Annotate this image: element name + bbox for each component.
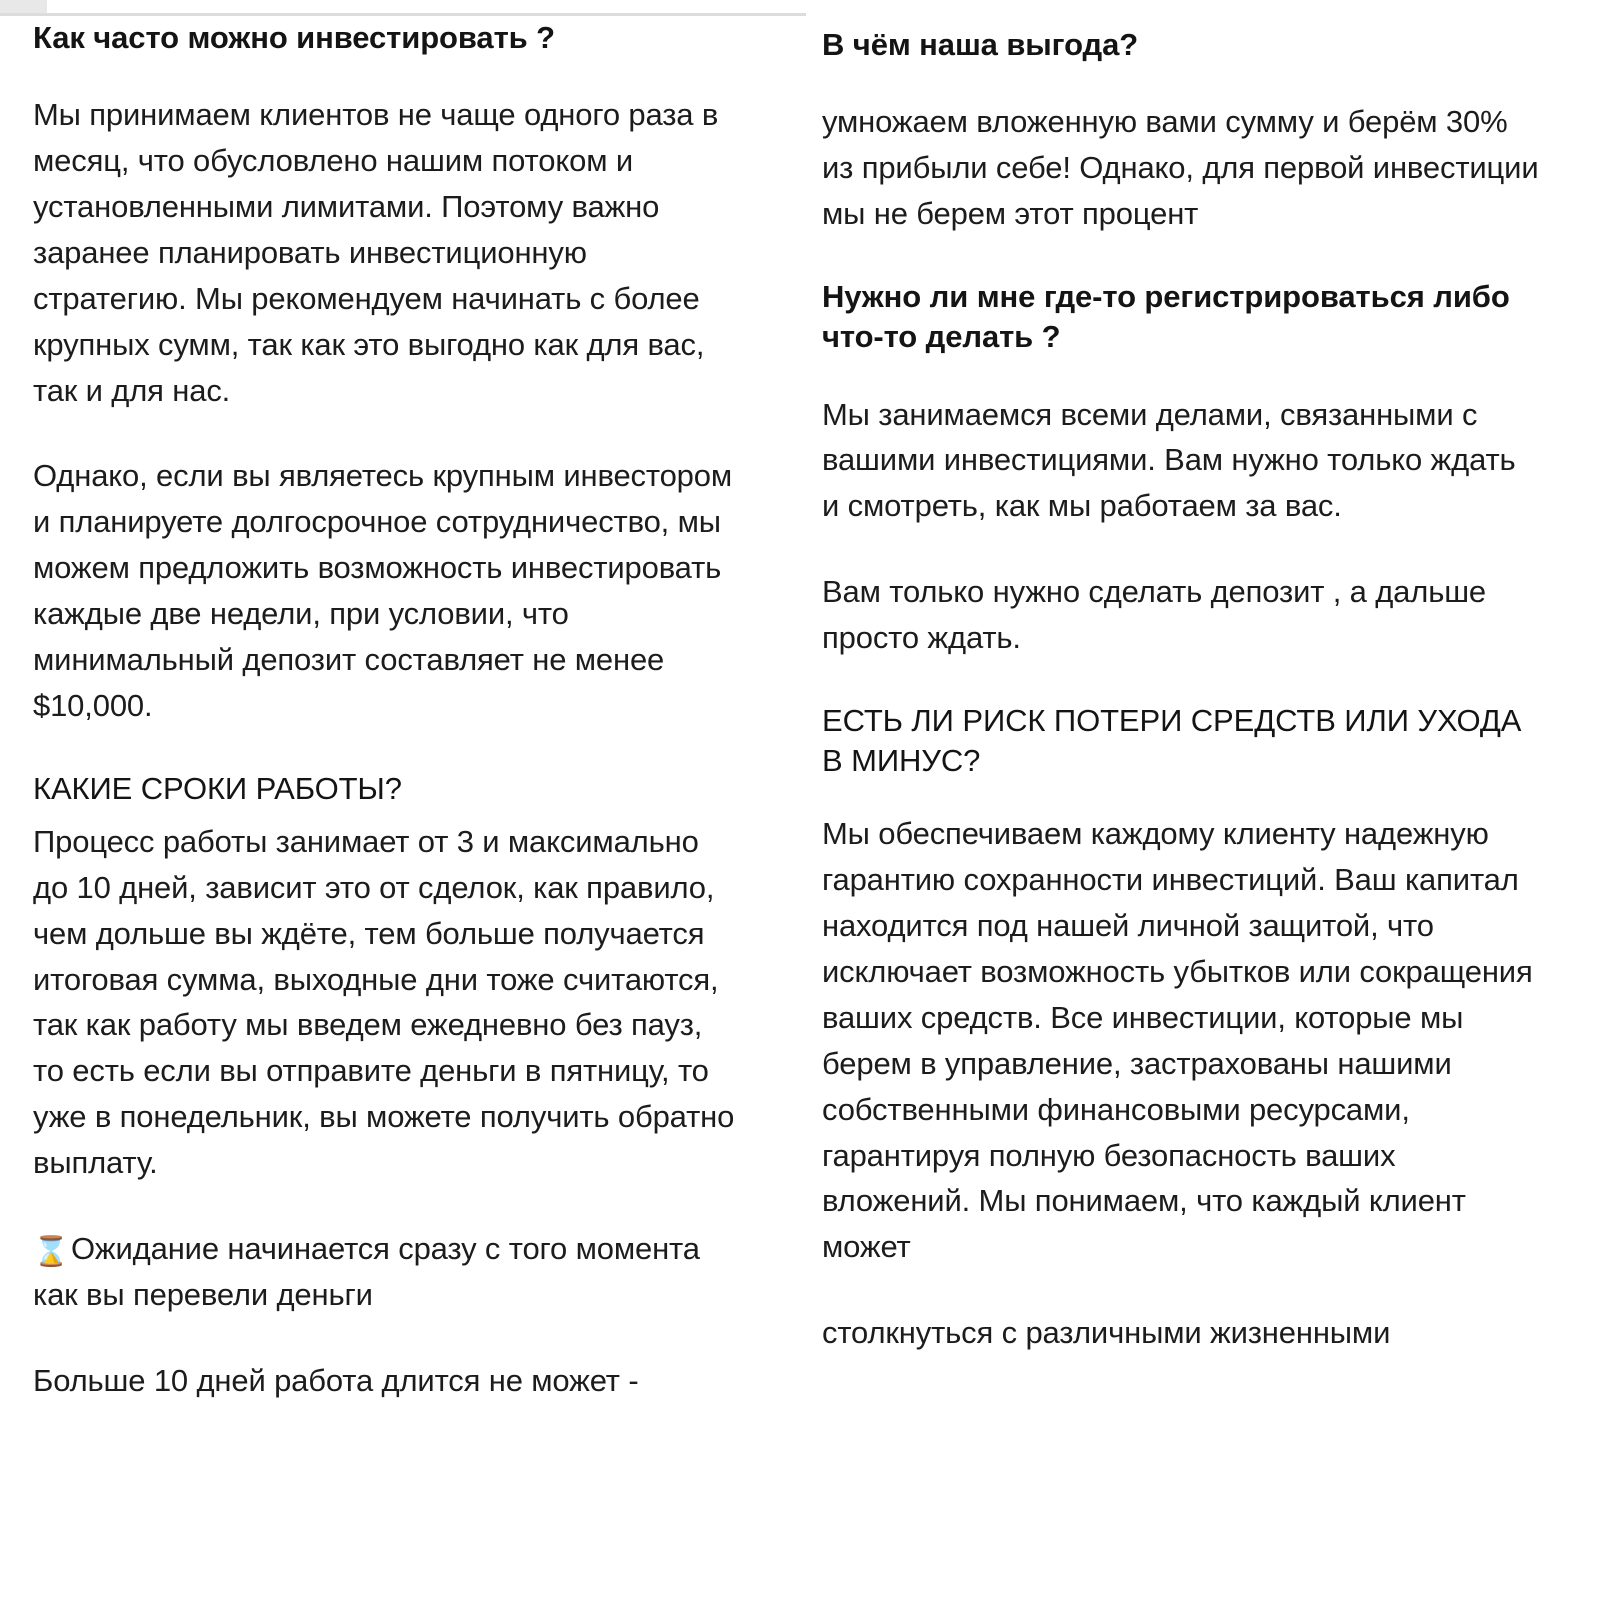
answer-paragraph-risk-cut: столкнуться с различными жизненными <box>822 1315 1391 1351</box>
answer-paragraph-frequency-2: Однако, если вы являетесь крупным инвестором и планируете долгосрочное сотрудничество, мы можем предложить возможность инвестировать каждые две недели, при условии, что минимальный депозит составляет не менее $10,000. <box>33 458 733 723</box>
answer-paragraph-registration-2: Вам только нужно сделать депозит , а дальше просто ждать. <box>822 574 1487 656</box>
waiting-note-text: Ожидание начинается сразу с того момента как вы перевели деньги <box>33 1230 700 1312</box>
answer-paragraph-waiting-note <box>33 1226 740 1318</box>
answer-paragraph-our-benefit: умножаем вложенную вами сумму и берём 30% из прибыли себе! Однако, для первой инвестиции мы не берем этот процент <box>822 104 1539 232</box>
right-column <box>800 0 1600 1600</box>
question-heading-risk: ЕСТЬ ЛИ РИСК ПОТЕРИ СРЕДСТВ ИЛИ УХОДА В МИНУС? <box>822 702 1522 779</box>
answer-paragraph-max-days-cut: Больше 10 дней работа длится не может - <box>33 1362 639 1398</box>
answer-paragraph-work-terms: Процесс работы занимает от 3 и максимально до 10 дней, зависит это от сделок, как правило, чем дольше вы ждёте, тем больше получается итоговая сумма, выходные дни тоже считаются, так как работу мы введем ежедневно без пауз, то есть если вы отправите деньги в пятницу, то уже в понедельник, вы можете получить обратно выплату. <box>33 823 735 1181</box>
answer-paragraph-frequency-1: Мы принимаем клиентов не чаще одного раза в месяц, что обусловлено нашим потоком и установленными лимитами. Поэтому важно заранее планировать инвестиционную стратегию. Мы рекомендуем начинать с более крупных сумм, так как это выгодно как для вас, так и для нас. <box>33 97 719 408</box>
hourglass-emoji: ⌛ <box>33 1233 69 1268</box>
answer-paragraph-risk: Мы обеспечиваем каждому клиенту надежную гарантию сохранности инвестиций. Ваш капитал находится под нашей личной защитой, что исключает возможность убытков или сокращения ваших средств. Все инвестиции, которые мы берем в управление, застрахованы нашими собственными финансовыми ресурсами, гарантируя полную безопасность ваших вложений. Мы понимаем, что каждый клиент может <box>822 816 1533 1265</box>
question-heading-our-benefit: В чём наша выгода? <box>822 27 1139 62</box>
answer-paragraph-registration-1: Мы занимаемся всеми делами, связанными с вашими инвестициями. Вам нужно только ждать и смотреть, как мы работаем за вас. <box>822 396 1516 524</box>
question-heading-how-often: Как часто можно инвестировать ? <box>33 20 555 55</box>
question-heading-work-terms: КАКИЕ СРОКИ РАБОТЫ? <box>33 770 402 806</box>
question-heading-registration: Нужно ли мне где-то регистрироваться либо что-то делать ? <box>822 278 1510 355</box>
